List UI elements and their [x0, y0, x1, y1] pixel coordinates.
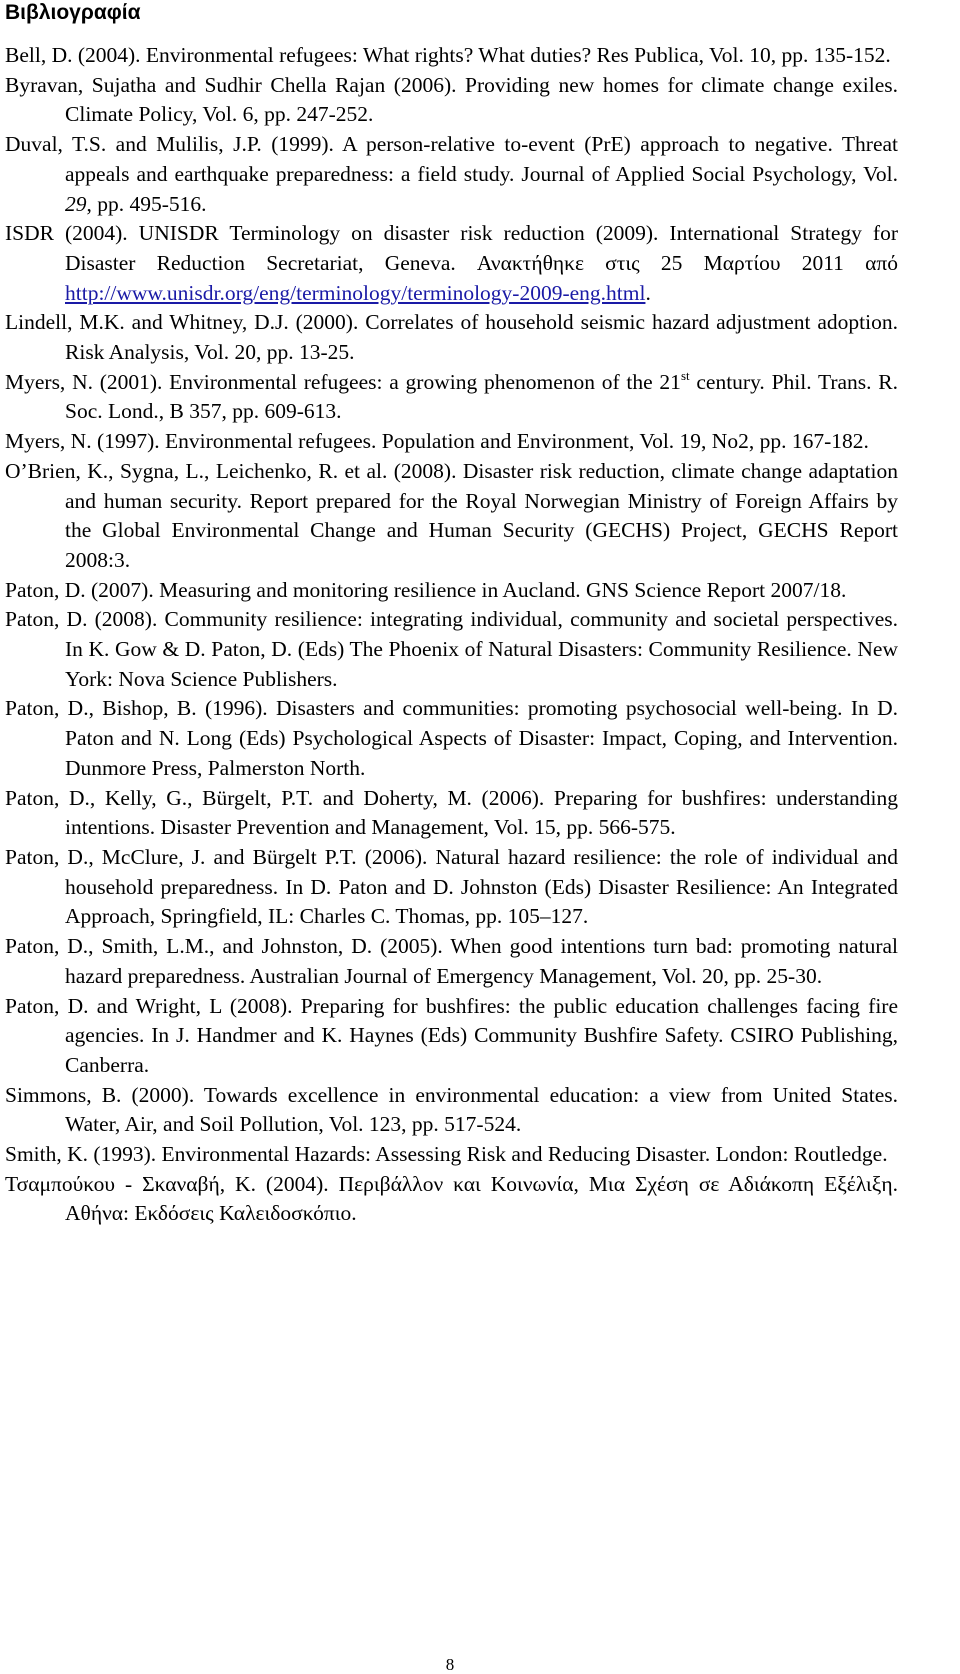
reference-list [5, 41, 898, 1229]
reference-text: O’Brien, K., Sygna, L., Leichenko, R. et al. (2008). Disaster risk reduction, climate change adaptation and human security. Report prepared for the Royal Norwegian Ministry of Foreign Affairs by the Global Environmental Change and Human Security (GECHS) Project, GECHS Report 2008:3. [5, 458, 898, 572]
reference-text: Myers, N. (1997). Environmental refugees. Population and Environment, Vol. 19, No2, pp. 167-182. [5, 429, 869, 454]
reference-item [5, 219, 898, 308]
bibliography-page [5, 0, 898, 1229]
reference-text: Paton, D. (2008). Community resilience: integrating individual, community and societal perspectives. In K. Gow & D. Paton, D. (Eds) The Phoenix of Natural Disasters: Community Resilience. New York: Nova Science Publishers. [5, 607, 898, 691]
reference-item [5, 576, 898, 606]
reference-item [5, 694, 898, 783]
reference-item [5, 992, 898, 1081]
reference-item [5, 308, 898, 367]
reference-text: Paton, D., Smith, L.M., and Johnston, D. (2005). When good intentions turn bad: promoting natural hazard preparedness. Australian Journal of Emergency Management, Vol. 20, pp. 25-30. [5, 934, 898, 988]
reference-text-tail: , pp. 495-516. [86, 191, 207, 216]
reference-text: Paton, D., Kelly, G., Bürgelt, P.T. and Doherty, M. (2006). Preparing for bushfires: understanding intentions. Disaster Prevention and Management, Vol. 15, pp. 566-575. [5, 785, 898, 840]
reference-text: Paton, D., Bishop, B. (1996). Disasters and communities: promoting psychosocial well-being. In D. Paton and N. Long (Eds) Psychological Aspects of Disaster: Impact, Coping, and Intervention. Dunmore Press, Palmerston North. [5, 696, 898, 780]
reference-item [5, 368, 898, 427]
reference-item [5, 1170, 898, 1229]
reference-text: Lindell, M.K. and Whitney, D.J. (2000). Correlates of household seismic hazard adjustment adoption. Risk Analysis, Vol. 20, pp. 13-25. [5, 310, 898, 365]
reference-text-tail: . [645, 280, 651, 305]
reference-text: Paton, D. (2007). Measuring and monitoring resilience in Aucland. GNS Science Report 2007/18. [5, 577, 847, 602]
reference-text: Smith, K. (1993). Environmental Hazards: Assessing Risk and Reducing Disaster. London: Routledge. [5, 1142, 888, 1167]
reference-item [5, 784, 898, 843]
reference-text: Bell, D. (2004). Environmental refugees: What rights? What duties? Res Publica, Vol. 10, pp. 135-152. [5, 43, 891, 67]
page-number: 8 [445, 1655, 455, 1674]
reference-text: Τσαμπούκου - Σκαναβή, Κ. (2004). Περιβάλλον και Κοινωνία, Μια Σχέση σε Αδιάκοπη Εξέλιξη. Αθήνα: Εκδόσεις Καλειδοσκόπιο. [5, 1171, 898, 1226]
reference-item [5, 1140, 898, 1170]
reference-item [5, 71, 898, 130]
reference-text: Simmons, B. (2000). Towards excellence in environmental education: a view from United States. Water, Air, and Soil Pollution, Vol. 123, pp. 517-524. [5, 1082, 898, 1137]
reference-text: Myers, N. (2001). Environmental refugees: a growing phenomenon of the 21 [5, 369, 681, 394]
volume-italic: 29 [65, 191, 87, 216]
reference-item [5, 427, 898, 457]
reference-item [5, 457, 898, 576]
reference-text: ISDR (2004). UNISDR Terminology on disaster risk reduction (2009). International Strategy for Disaster Reduction Secretariat, Geneva. Ανακτήθηκε στις 25 Μαρτίου 2011 από [5, 221, 898, 275]
bibliography-heading: Βιβλιογραφία [5, 1, 141, 24]
reference-text: Byravan, Sujatha and Sudhir Chella Rajan (2006). Providing new homes for climate change exiles. Climate Policy, Vol. 6, pp. 247-252. [5, 72, 898, 127]
ordinal-superscript: st [680, 367, 690, 383]
reference-item [5, 130, 898, 219]
reference-item [5, 1081, 898, 1140]
reference-item [5, 41, 898, 71]
reference-item [5, 843, 898, 932]
unisdr-link[interactable]: http://www.unisdr.org/eng/terminology/terminology-2009-eng.html [65, 280, 646, 305]
reference-item [5, 932, 898, 991]
reference-item [5, 605, 898, 694]
reference-text: Duval, T.S. and Mulilis, J.P. (1999). A person-relative to-event (PrE) approach to negative. Threat appeals and earthquake preparedness: a field study. Journal of Applied Social Psychology, Vol. [5, 132, 898, 186]
reference-text: Paton, D., McClure, J. and Bürgelt P.T. (2006). Natural hazard resilience: the role of individual and household preparedness. In D. Paton and D. Johnston (Eds) Disaster Resilience: An Integrated Approach, Springfield, IL: Charles C. Thomas, pp. 105–127. [5, 844, 898, 929]
reference-text-tail: century. Phil. Trans. R. Soc. Lond., B 357, pp. 609-613. [65, 369, 898, 424]
reference-text: Paton, D. and Wright, L (2008). Preparing for bushfires: the public education challenges facing fire agencies. In J. Handmer and K. Haynes (Eds) Community Bushfire Safety. CSIRO Publishing, Canberra. [5, 993, 898, 1077]
